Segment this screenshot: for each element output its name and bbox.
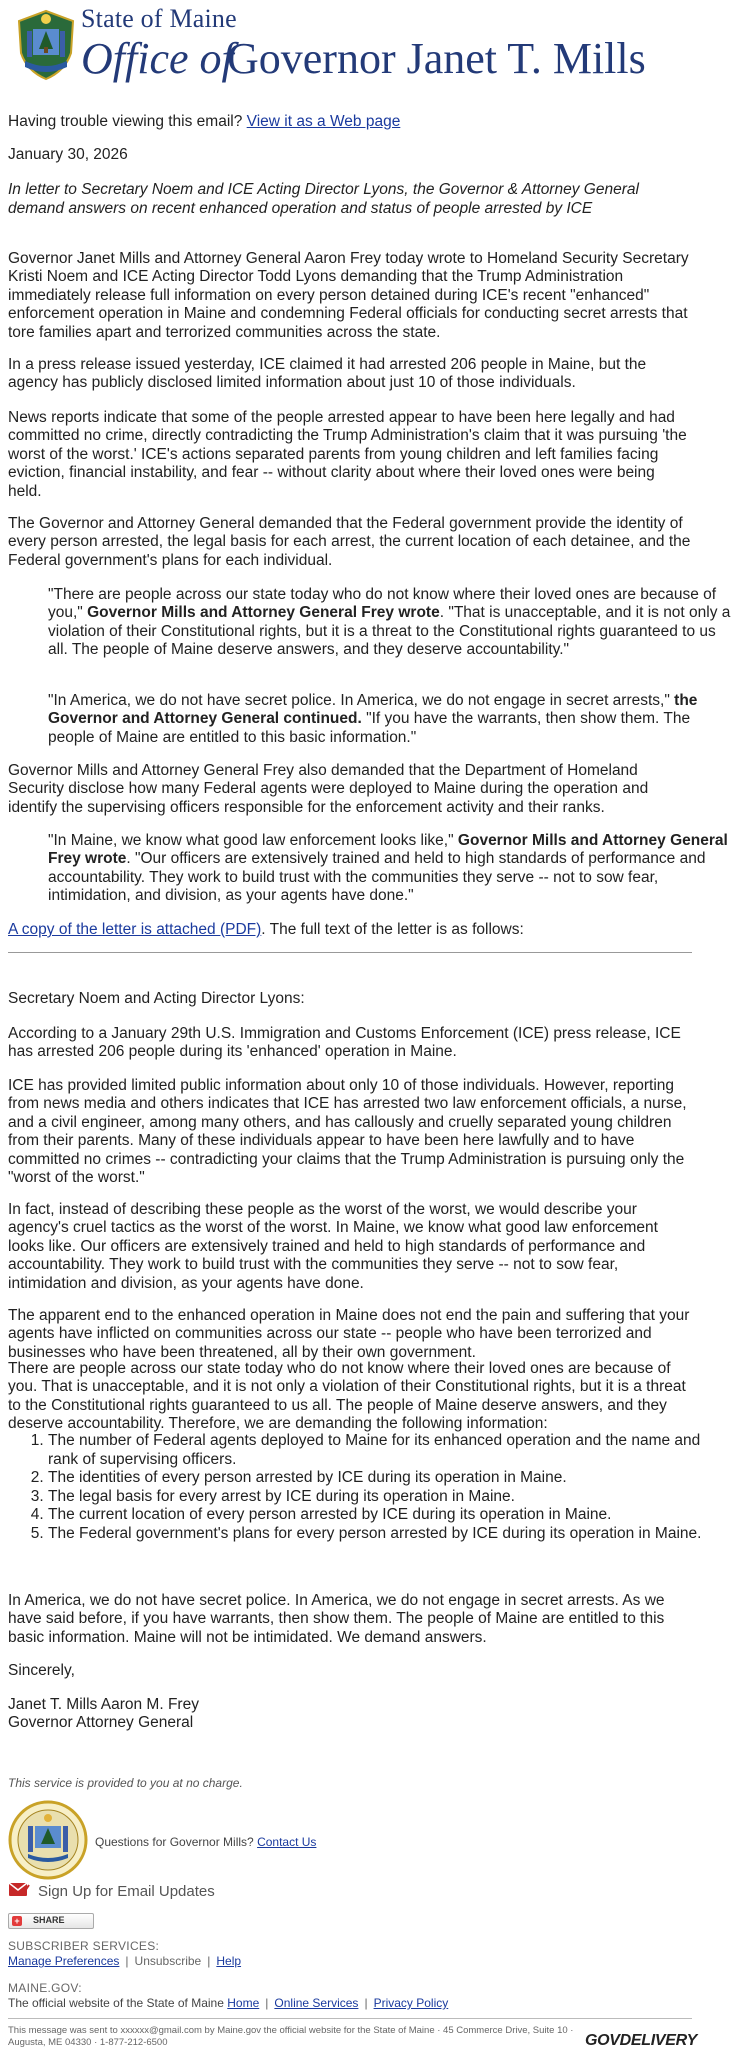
list-item: 5. The Federal government's plans for every person arrested by ICE during its operation in Maine. [48, 1525, 732, 1544]
date: January 30, 2026 [8, 146, 128, 163]
header-governor: Governor Janet T. Mills [227, 34, 646, 83]
quote-1 [8, 586, 740, 660]
quote-2-end: "If you have the warrants, then show them. The people of Maine are entitled to this basic information." [48, 710, 691, 746]
sent-notice: This message was sent to xxxxxx@gmail.com by Maine.gov the official website for the State of Maine · 45 Commerce Drive, Suite 10 · Augusta, ME 04330 · 1-877-212-6500 [8, 2025, 574, 2048]
quote-1-attribution: Governor Mills and Attorney General Frey wrote [87, 604, 440, 621]
demands-list [8, 1432, 732, 1543]
pdf-link[interactable]: A copy of the letter is attached (PDF) [8, 921, 262, 938]
govdelivery-logo: GOVDELIVERY [585, 2032, 697, 2049]
quote-3 [8, 832, 740, 906]
online-services-link[interactable]: Online Services [274, 1996, 359, 2010]
letter-closing: Sincerely, [8, 1661, 75, 1679]
privacy-policy-link[interactable]: Privacy Policy [373, 1996, 449, 2010]
signatory-names: Janet T. Mills Aaron M. Frey [8, 1695, 199, 1713]
maine-seal-icon [8, 1800, 88, 1880]
letter-salutation: Secretary Noem and Acting Director Lyons: [8, 989, 305, 1007]
list-item: 1. The number of Federal agents deployed to Maine for its enhanced operation and the name and rank of supervising officers. [48, 1432, 732, 1469]
header-state: State of Maine [81, 4, 237, 33]
letter-paragraph-2: ICE has provided limited public information about only 10 of those individuals. However, reporting from news media and others indicates that ICE has arrested two law enforcement officials, a nurse, and a civil engineer, among many others, and has callously and cruelly separated young children from their parents. Many of these individuals appear to have been here lawfully and to have committed no crimes -- contradicting your claims that the Trump Administration is pursuing only the "worst of the worst." [8, 1076, 687, 1186]
questions-text: Questions for Governor Mills? [95, 1835, 254, 1849]
letter-paragraph-4: The apparent end to the enhanced operation in Maine does not end the pain and suffering that your agents have inflicted on communities across our state -- people who have been terrorized and businesses who have been threatened, all by their own government. [8, 1306, 690, 1361]
questions-line [95, 1835, 316, 1849]
letter-divider [8, 952, 692, 953]
quote-2-start: "In America, we do not have secret police. In America, we do not engage in secret arrests," [48, 691, 670, 709]
footer-divider [8, 2018, 692, 2019]
header [0, 0, 700, 92]
paragraph-5: Governor Mills and Attorney General Frey also demanded that the Department of Homeland Security disclose how many Federal agents were deployed to Maine during the operation and identify the supervising officers responsible for the enforcement activity and their ranks. [8, 761, 649, 816]
service-note: This service is provided to you at no charge. [8, 1776, 243, 1790]
plus-icon: + [12, 1916, 22, 1926]
signatory-titles: Governor Attorney General [8, 1713, 194, 1731]
letter-paragraph-5: There are people across our state today who do not know where their loved ones are because of you. That is unacceptable, and it is not only a violation of their Constitutional rights, but it is a threat to the Constitutional rights guaranteed to us all. The people of Maine deserve answers, and they deserve accountability. Therefore, we are demanding the following information: [8, 1359, 686, 1432]
unsubscribe-link[interactable]: Unsubscribe [134, 1954, 202, 1968]
press-subtitle: In letter to Secretary Noem and ICE Acting Director Lyons, the Governor & Attorney General demand answers on recent enhanced operation and status of people arrested by ICE [8, 181, 639, 217]
share-button[interactable] [8, 1913, 94, 1929]
quote-3-end: . "Our officers are extensively trained and held to high standards of performance and accountability. They work to build trust with the communities they serve -- not to sow fear, intimidation, and division, as your agents have done." [48, 850, 706, 904]
contact-us-link[interactable]: Contact Us [257, 1835, 317, 1849]
paragraph-2: In a press release issued yesterday, ICE claimed it had arrested 206 people in Maine, but the agency has publicly disclosed limited information about just 10 of those individuals. [8, 355, 647, 391]
paragraph-4: The Governor and Attorney General demanded that the Federal government provide the identity of every person arrested, the legal basis for each arrest, the current location of each detainee, and the Federal government's plans for each individual. [8, 514, 691, 569]
quote-2-attribution: the Governor and Attorney General continued. [48, 691, 698, 727]
trouble-text: Having trouble viewing this email? [8, 113, 243, 130]
header-office: Office of [81, 34, 234, 83]
web-page-link[interactable]: View it as a Web page [246, 113, 401, 130]
list-item: 4. The current location of every person arrested by ICE during its operation in Maine. [48, 1506, 732, 1525]
list-item: 3. The legal basis for every arrest by ICE during its operation in Maine. [48, 1488, 732, 1507]
maine-gov-description: The official website of the State of Maine [8, 1996, 224, 2010]
paragraph-1: Governor Janet Mills and Attorney General Aaron Frey today wrote to Homeland Security Secretary Kristi Noem and ICE Acting Director Todd Lyons demanding that the Trump Administration immediately release full information on every person detained during ICE's recent "enhanced" enforcement operation in Maine and condemning Federal officials for conducting secret arrests that tore families apart and terrorized communities across the state. [8, 249, 689, 341]
email-signup-icon[interactable] [8, 1880, 30, 1898]
list-item: 2. The identities of every person arrested by ICE during its operation in Maine. [48, 1469, 732, 1488]
share-label: SHARE [33, 1915, 65, 1925]
quote-3-start: "In Maine, we know what good law enforcement looks like," [48, 831, 454, 849]
trouble-line [8, 113, 692, 132]
quote-1-end: . "That is unacceptable, and it is not only a violation of their Constitutional rights, but it is a threat to the Constitutional rights guaranteed to us all. The people of Maine deserve answers, and they deserve accountability." [48, 604, 731, 658]
signup-link[interactable]: Sign Up for Email Updates [38, 1883, 215, 1900]
subscriber-services-title: SUBSCRIBER SERVICES: [8, 1939, 160, 1953]
paragraph-3: News reports indicate that some of the people arrested appear to have been here legally and had committed no crime, directly contradicting the Trump Administration's claim that it was pursuing 'the worst of the worst.' ICE's actions separated parents from young children and left families facing eviction, financial instability, and fear -- without clarity about where their loved ones were being held. [8, 408, 687, 500]
state-seal-icon [15, 9, 77, 81]
help-link[interactable]: Help [216, 1954, 242, 1968]
quote-3-attribution: Governor Mills and Attorney General Frey wrote [48, 831, 728, 867]
quote-2 [8, 692, 740, 748]
maine-gov-title: MAINE.GOV: [8, 1981, 82, 1995]
quote-1-start: "There are people across our state today who do not know where their loved ones are because of you," [48, 585, 717, 621]
letter-paragraph-6: In America, we do not have secret police. In America, we do not engage in secret arrests. As we have said before, if you have warrants, then show them. The people of Maine are entitled to this basic information. Maine will not be intimidated. We demand answers. [8, 1591, 665, 1646]
letter-paragraph-1: According to a January 29th U.S. Immigration and Customs Enforcement (ICE) press release, ICE has arrested 206 people during its 'enhanced' operation in Maine. [8, 1024, 681, 1060]
manage-preferences-link[interactable]: Manage Preferences [8, 1954, 120, 1968]
home-link[interactable]: Home [227, 1996, 260, 2010]
pdf-after-text: . The full text of the letter is as follows: [261, 921, 524, 938]
subscriber-links: Manage Preferences | Unsubscribe | Help [8, 1954, 242, 1968]
maine-gov-links: The official website of the State of Maine Home | Online Services | Privacy Policy [8, 1996, 449, 2010]
pdf-line [8, 921, 692, 940]
letter-paragraph-3: In fact, instead of describing these people as the worst of the worst, we would describe your agency's cruel tactics as the worst of the worst. In Maine, we know what good law enforcement looks like. Our officers are extensively trained and held to high standards of performance and accountability. They work to build trust with the communities they serve -- not to sow fear, intimidation and division, as your agents have done. [8, 1200, 658, 1292]
